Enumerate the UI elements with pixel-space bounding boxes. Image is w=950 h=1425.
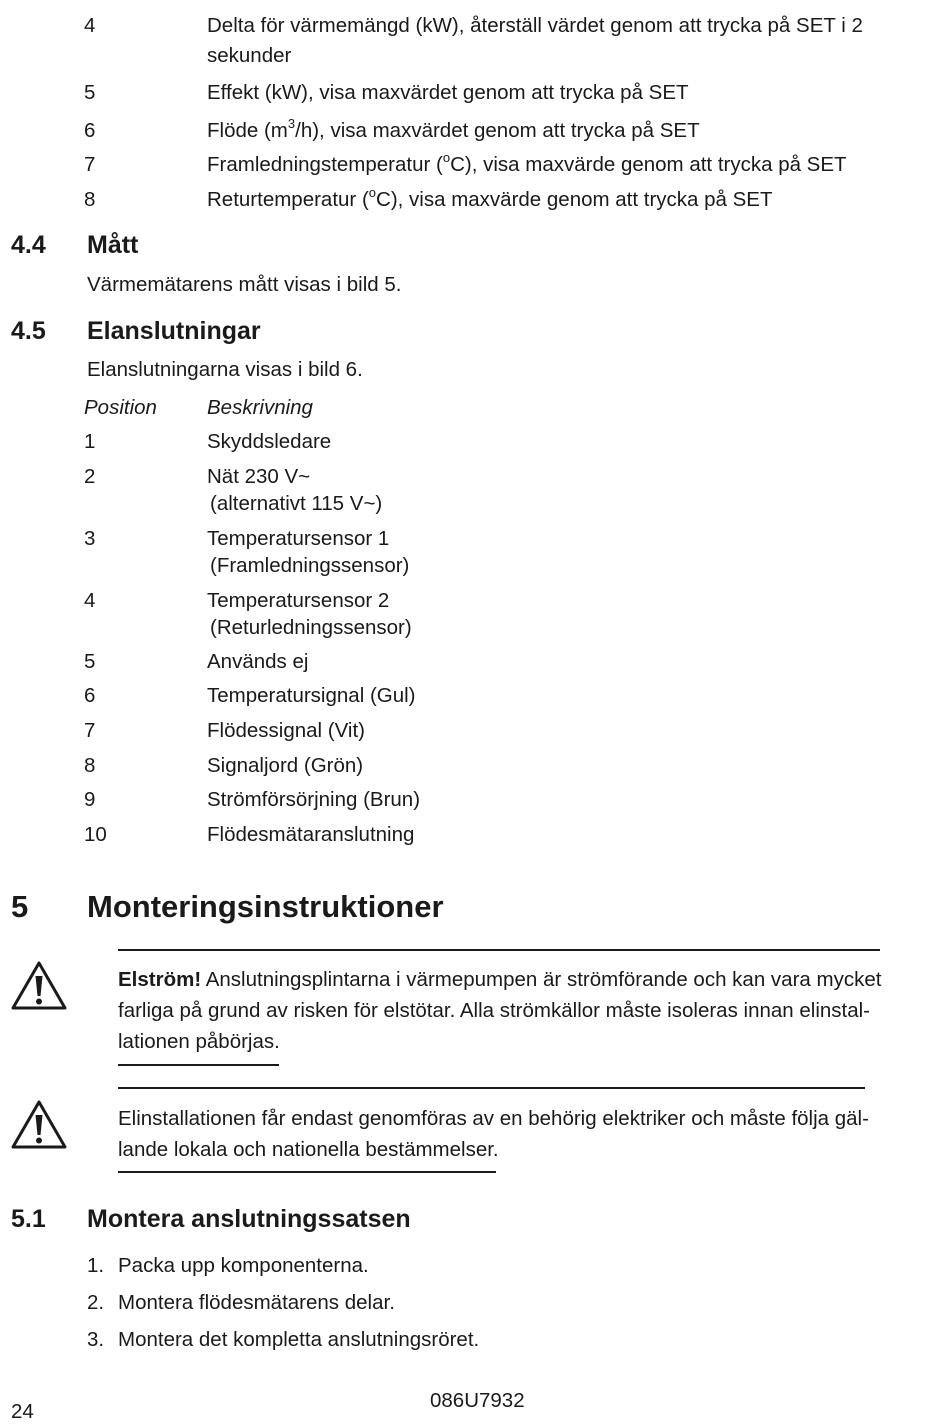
section-title: Montera anslutningssatsen: [87, 1205, 411, 1233]
table-row-text: (Returledningssensor): [210, 616, 412, 639]
warning-triangle-icon: [10, 960, 68, 1012]
step-number: 1.: [87, 1254, 105, 1277]
list-number: 6: [84, 119, 96, 142]
table-row-text: Flödessignal (Vit): [207, 719, 365, 742]
table-row-number: 3: [84, 527, 96, 550]
table-row-number: 8: [84, 754, 96, 777]
table-row-text: Strömförsörjning (Brun): [207, 788, 421, 811]
divider: [118, 1087, 865, 1089]
column-header-position: Position: [84, 396, 157, 419]
section-number: 5.1: [11, 1205, 46, 1233]
table-row-text: Flödesmätaranslutning: [207, 823, 415, 846]
section-number: 4.4: [11, 231, 46, 259]
list-number: 8: [84, 188, 96, 211]
step-text: Montera det kompletta anslutningsröret.: [118, 1328, 480, 1351]
table-row-number: 2: [84, 465, 96, 488]
warning-label: Elström!: [118, 968, 202, 991]
list-number: 7: [84, 153, 96, 176]
divider: [118, 949, 880, 951]
table-row-text: Nät 230 V~: [207, 465, 311, 488]
list-text: Returtemperatur ($^o$C), visa maxvärde genom att trycka på SET: [207, 185, 773, 211]
table-row-number: 5: [84, 650, 96, 673]
list-text: Flöde $(m^3/h)$, visa maxvärdet genom att trycka på SET: [207, 116, 700, 142]
document-code: 086U7932: [430, 1389, 525, 1412]
list-number: 4: [84, 14, 96, 37]
section-number: 4.5: [11, 317, 46, 345]
divider: [118, 1171, 496, 1173]
list-text: sekunder: [207, 44, 292, 67]
table-row-text: Skyddsledare: [207, 430, 332, 453]
step-text: Packa upp komponenterna.: [118, 1254, 369, 1277]
chapter-number: 5: [11, 889, 29, 924]
table-row-number: 1: [84, 430, 96, 453]
section-title: Elanslutningar: [87, 317, 261, 345]
table-row-number: 4: [84, 589, 96, 612]
table-row-text: Signaljord (Grön): [207, 754, 364, 777]
table-row-text: Temperatursensor 1: [207, 527, 390, 550]
table-row-number: 6: [84, 684, 96, 707]
page-number: 24: [11, 1400, 34, 1423]
table-row-text: Temperatursignal (Gul): [207, 684, 416, 707]
step-text: Montera flödesmätarens delar.: [118, 1291, 395, 1314]
table-row-text: (Framledningssensor): [210, 554, 410, 577]
step-number: 2.: [87, 1291, 105, 1314]
table-row-text: Temperatursensor 2: [207, 589, 390, 612]
step-number: 3.: [87, 1328, 105, 1351]
list-text: Delta för värmemängd (kW), återställ värdet genom att trycka på SET i 2: [207, 14, 863, 37]
table-row-text: (alternativt 115 V~): [210, 492, 383, 515]
list-number: 5: [84, 81, 96, 104]
divider: [118, 1064, 279, 1066]
warning-text: Elström! Anslutningsplintarna i värmepumpen är strömförande och kan vara mycket farliga på grund av risken för elstötar. Alla strömkällor måste isoleras innan elinstal- lationen påbörjas.: [118, 968, 882, 1053]
column-header-description: Beskrivning: [207, 396, 313, 419]
table-row-text: Används ej: [207, 650, 309, 673]
section-body: Elanslutningarna visas i bild 6.: [87, 358, 363, 381]
list-text: Framledningstemperatur ($^o$C), visa maxvärde genom att trycka på SET: [207, 150, 847, 176]
section-body: Värmemätarens mått visas i bild 5.: [87, 273, 402, 296]
table-row-number: 10: [84, 823, 107, 846]
chapter-title: Monteringsinstruktioner: [87, 889, 444, 924]
warning-text: Elinstallationen får endast genomföras av en behörig elektriker och måste följa gäl- lande lokala och nationella bestämmelser.: [118, 1107, 869, 1161]
warning-triangle-icon: [10, 1099, 68, 1151]
table-row-number: 9: [84, 788, 96, 811]
list-text: Effekt (kW), visa maxvärdet genom att trycka på SET: [207, 81, 689, 104]
table-row-number: 7: [84, 719, 96, 742]
section-title: Mått: [87, 231, 139, 259]
